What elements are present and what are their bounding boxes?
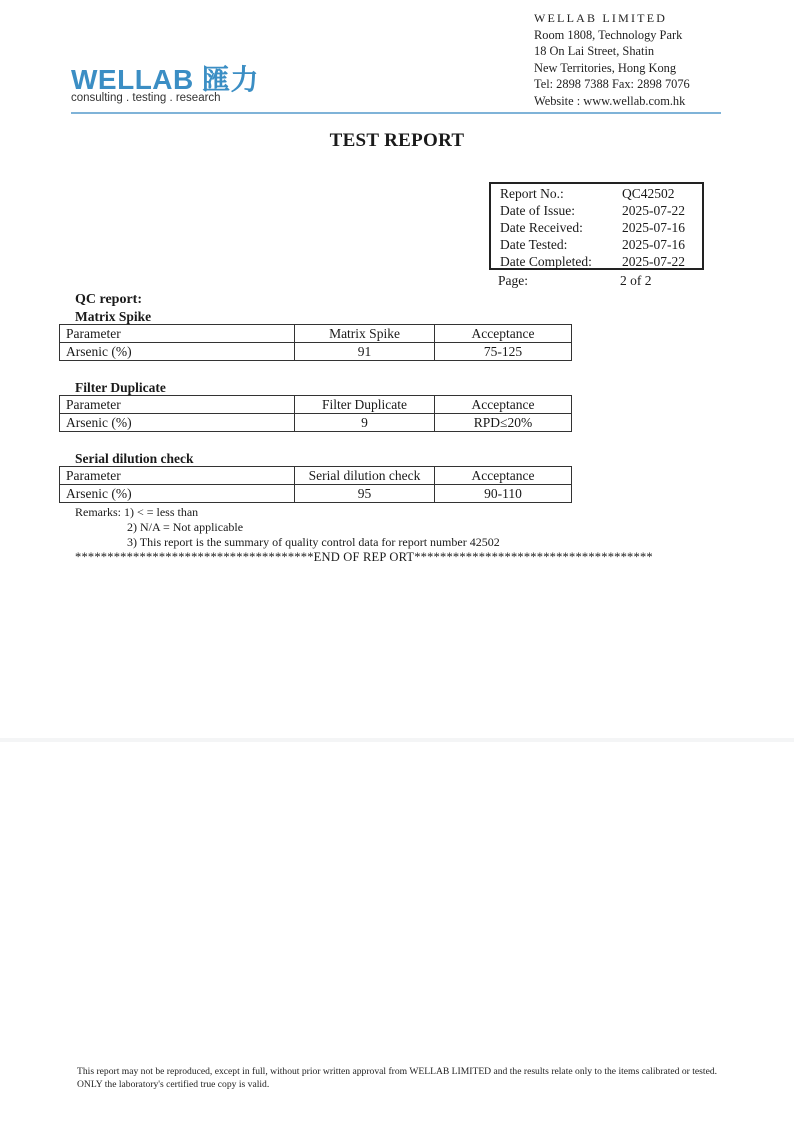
header-cell: Acceptance	[435, 325, 572, 343]
table-cell: 90-110	[435, 485, 572, 503]
remark-line-3: 3) This report is the summary of quality control data for report number 42502	[127, 535, 500, 549]
header-cell: Matrix Spike	[295, 325, 435, 343]
address-line: 18 On Lai Street, Shatin	[534, 44, 655, 58]
table-row	[60, 343, 572, 361]
section-title-serial-dilution: Serial dilution check	[75, 451, 194, 466]
table-cell: Arsenic (%)	[60, 343, 295, 361]
header-cell: Parameter	[60, 396, 295, 414]
matrix-spike-table	[59, 324, 572, 361]
section-title-filter-duplicate: Filter Duplicate	[75, 380, 166, 395]
header-cell: Parameter	[60, 325, 295, 343]
info-label: Date Received:	[500, 220, 583, 235]
header-cell: Acceptance	[435, 396, 572, 414]
header-cell: Parameter	[60, 467, 295, 485]
info-value: 2025-07-16	[622, 220, 685, 235]
table-header-row	[60, 325, 572, 343]
table-header-row	[60, 467, 572, 485]
info-label: Report No.:	[500, 186, 564, 201]
section-title-matrix-spike: Matrix Spike	[75, 309, 152, 324]
header-cell: Filter Duplicate	[295, 396, 435, 414]
end-of-report-marker: *************************************END OF REP ORT*************************************	[75, 550, 653, 564]
table-row	[60, 414, 572, 432]
info-value: 2025-07-22	[622, 254, 685, 269]
info-value: 2025-07-22	[622, 203, 685, 218]
company-address-block	[534, 10, 690, 109]
remark-line-1: Remarks: 1) < = less than	[75, 505, 199, 519]
page-value: 2 of 2	[620, 273, 652, 288]
report-title: TEST REPORT	[329, 130, 465, 151]
contact-line: Tel: 2898 7388 Fax: 2898 7076	[534, 77, 690, 91]
table-cell: Arsenic (%)	[60, 414, 295, 432]
serial-dilution-table	[59, 466, 572, 503]
table-cell: 91	[295, 343, 435, 361]
company-tagline: consulting . testing . research	[71, 92, 221, 104]
website-line: Website : www.wellab.com.hk	[534, 93, 686, 108]
table-cell: 9	[295, 414, 435, 432]
company-logo: WELLAB 匯力	[71, 64, 260, 95]
header-cell: Acceptance	[435, 467, 572, 485]
filter-duplicate-table	[59, 395, 572, 432]
header-divider	[71, 112, 721, 114]
table-cell: Arsenic (%)	[60, 485, 295, 503]
header-cell: Serial dilution check	[295, 467, 435, 485]
info-label: Date Completed:	[500, 254, 592, 269]
qc-report-title: QC report:	[75, 292, 142, 307]
company-name: WELLAB LIMITED	[534, 11, 668, 25]
address-line: Room 1808, Technology Park	[534, 27, 683, 42]
table-header-row	[60, 396, 572, 414]
scan-band	[0, 738, 794, 742]
footer-disclaimer: This report may not be reproduced, except in full, without prior written approval from WELLAB LIMITED and the results relate only to the items calibrated or tested. ONLY the laboratory's certified true copy is valid.	[77, 1066, 718, 1090]
info-label: Date of Issue:	[500, 203, 575, 218]
info-label: Date Tested:	[500, 237, 568, 252]
table-row	[60, 485, 572, 503]
info-value: QC42502	[622, 186, 675, 201]
info-value: 2025-07-16	[622, 237, 685, 252]
remark-line-2: 2) N/A = Not applicable	[127, 520, 244, 534]
page-label: Page:	[498, 273, 528, 288]
table-cell: 75-125	[435, 343, 572, 361]
table-cell: RPD≤20%	[435, 414, 572, 432]
report-info-box	[489, 182, 704, 270]
table-cell: 95	[295, 485, 435, 503]
address-line: New Territories, Hong Kong	[534, 60, 677, 75]
